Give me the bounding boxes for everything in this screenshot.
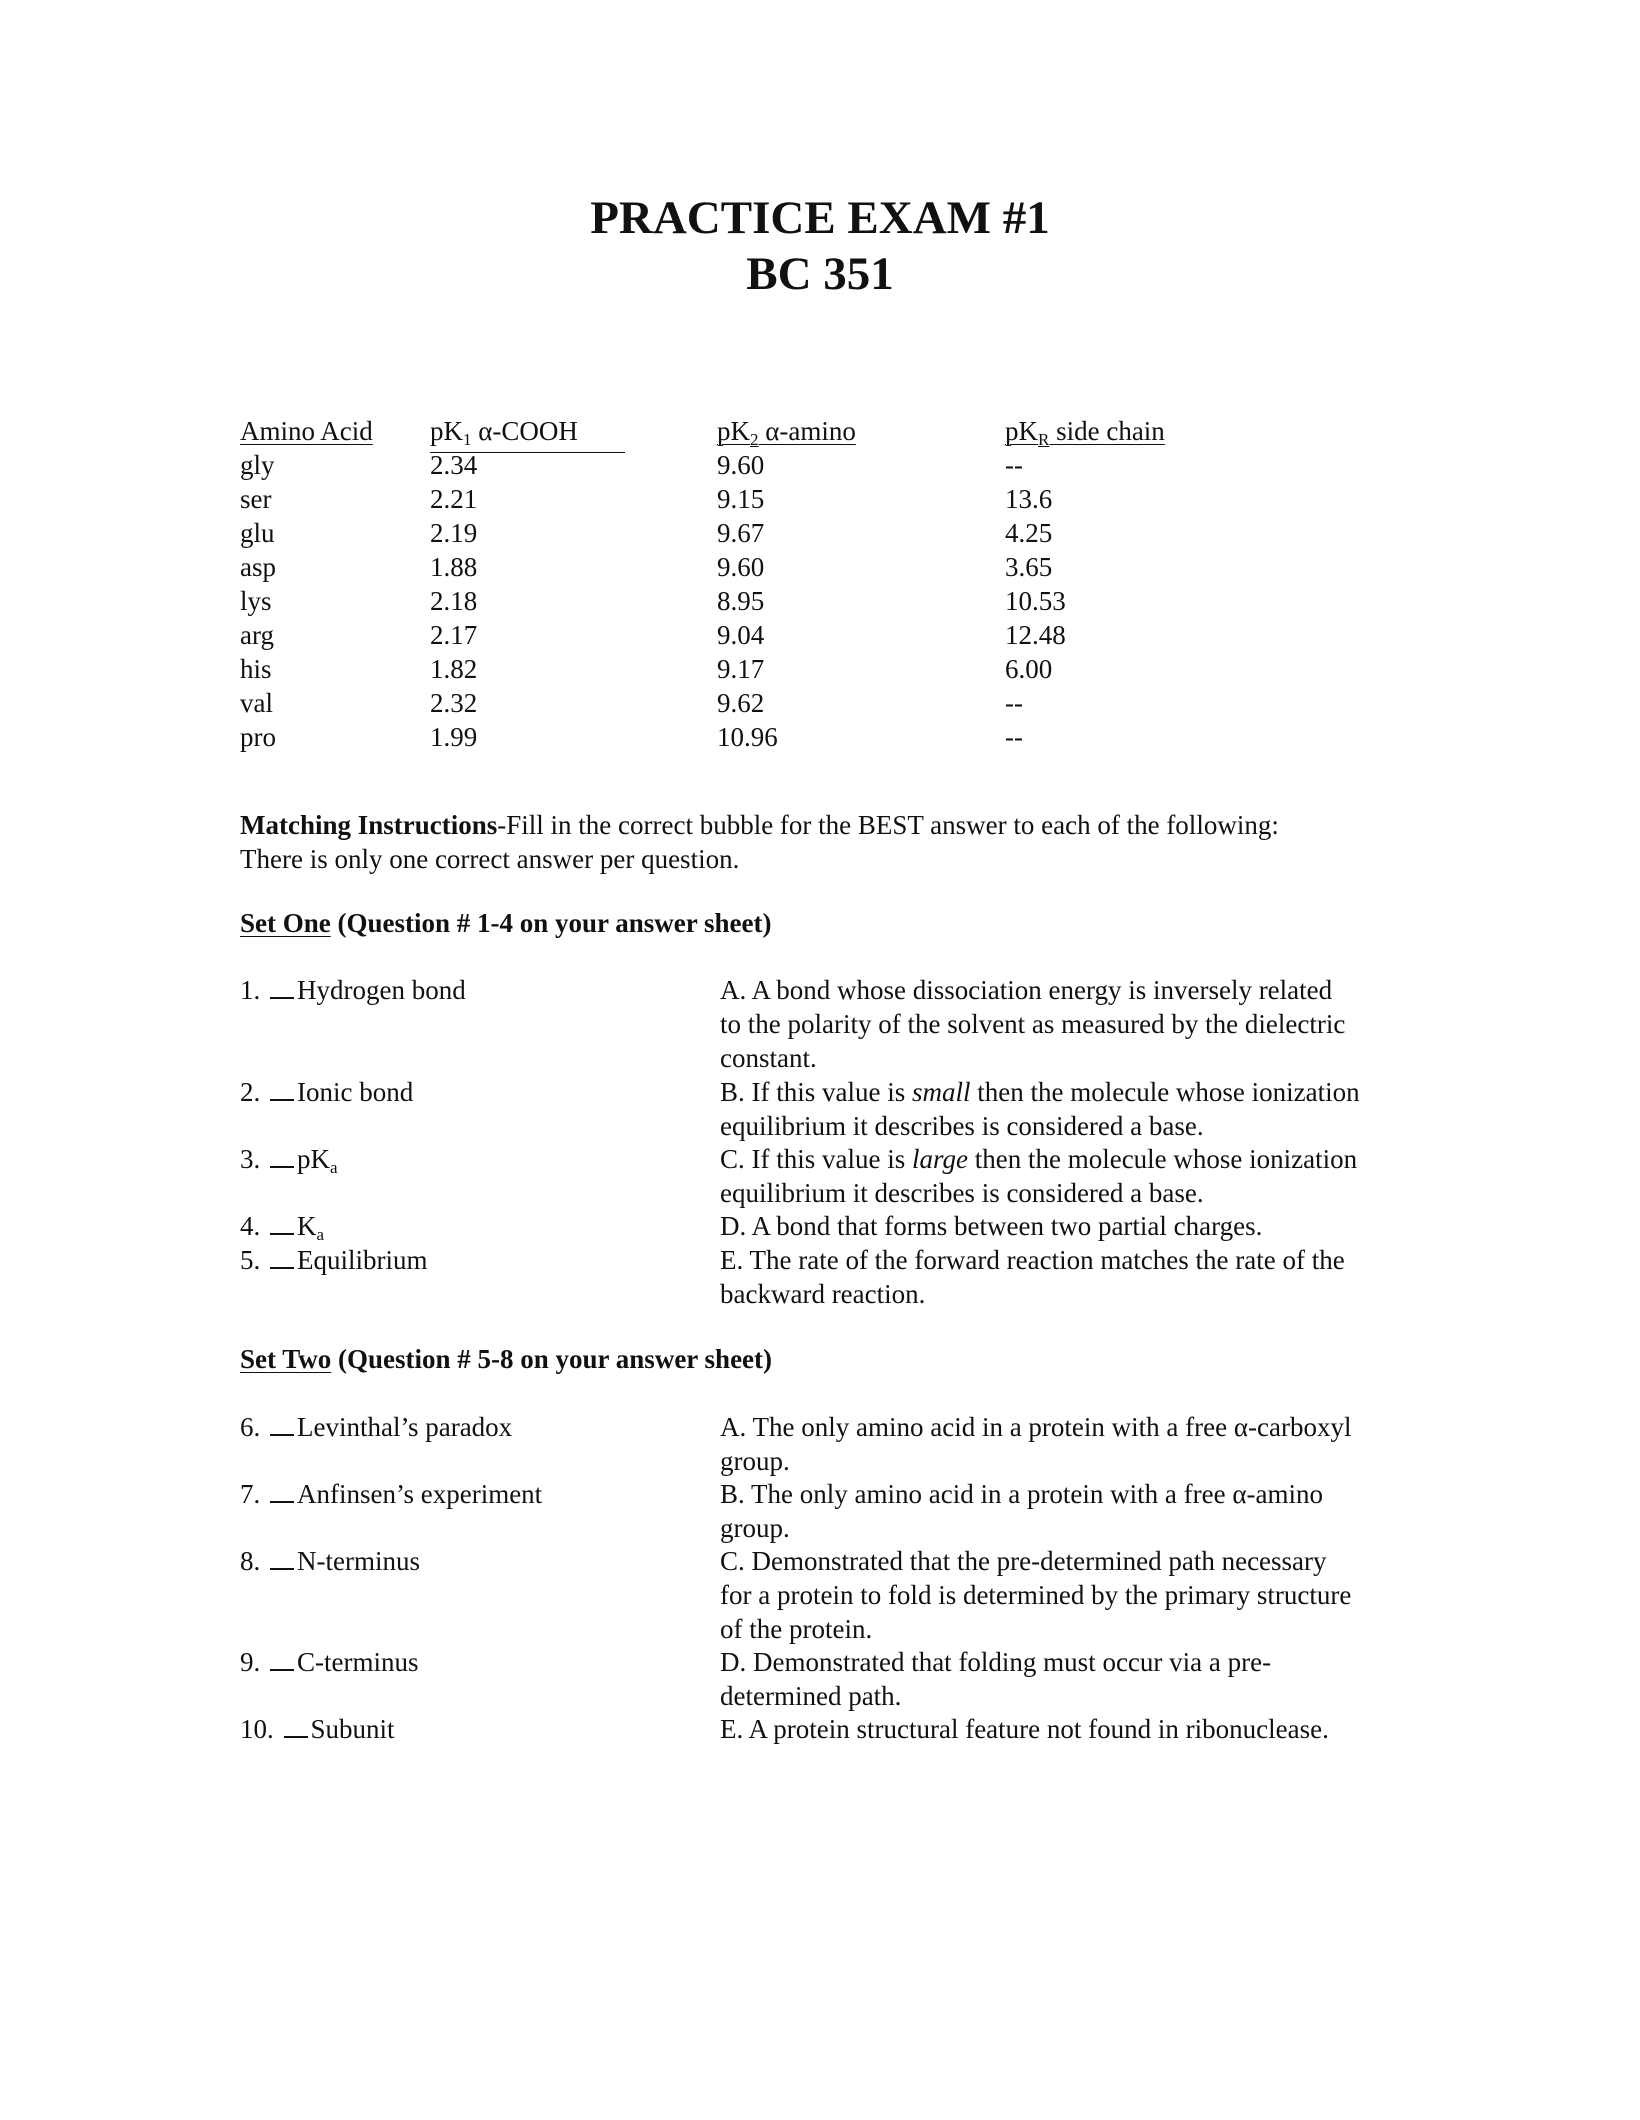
course-code: BC 351 — [746, 248, 894, 300]
cell-amino-acid: glu — [240, 518, 275, 548]
cell-pkr: 12.48 — [1005, 620, 1066, 650]
question-1: 1. Hydrogen bond — [240, 975, 466, 1005]
cell-pk2: 9.17 — [717, 654, 765, 684]
instructions-line1: Matching Instructions-Fill in the correct bubble for the BEST answer to each of the following: — [240, 810, 1279, 840]
set1-answer-e: E. The rate of the forward reaction matches the rate of the backward reaction. — [720, 1245, 1345, 1309]
cell-pk1: 1.82 — [430, 654, 478, 684]
cell-pkr: 4.25 — [1005, 518, 1053, 548]
set2-answer-d: D. Demonstrated that folding must occur via a pre- determined path. — [720, 1647, 1272, 1711]
cell-pk2: 9.60 — [717, 552, 765, 582]
table-row — [240, 584, 1240, 618]
set1-answer-c: C. If this value is large then the molecule whose ionization equilibrium it describes is considered a base. — [720, 1144, 1358, 1208]
set-two-heading: Set Two (Question # 5-8 on your answer sheet) — [240, 1344, 773, 1374]
table-row — [240, 482, 1240, 516]
cell-pk2: 8.95 — [717, 586, 765, 616]
cell-pk1: 2.19 — [430, 518, 478, 548]
set2-answer-e: E. A protein structural feature not found in ribonuclease. — [720, 1714, 1329, 1744]
table-row — [240, 652, 1240, 686]
set2-answer-c: C. Demonstrated that the pre-determined path necessary for a protein to fold is determined by the primary structure of the protein. — [720, 1546, 1352, 1644]
question-2: 2. Ionic bond — [240, 1077, 414, 1107]
question-9: 9. C-terminus — [240, 1647, 419, 1677]
question-6: 6. Levinthal’s paradox — [240, 1412, 513, 1442]
pk-table-body — [240, 448, 1240, 754]
cell-pk2: 9.04 — [717, 620, 765, 650]
cell-pk2: 9.15 — [717, 484, 765, 514]
exam-title: PRACTICE EXAM #1 — [590, 192, 1050, 244]
question-8: 8. N-terminus — [240, 1546, 420, 1576]
cell-amino-acid: ser — [240, 484, 272, 514]
table-row — [240, 686, 1240, 720]
set1-answer-b: B. If this value is small then the molecule whose ionization equilibrium it describes is considered a base. — [720, 1077, 1360, 1141]
header-pk2: $pK_2$ α-amino — [717, 416, 856, 449]
cell-amino-acid: gly — [240, 450, 275, 480]
set1-answer-d: D. A bond that forms between two partial charges. — [720, 1211, 1263, 1241]
question-10: 10. Subunit — [240, 1714, 395, 1744]
header-amino-acid: Amino Acid — [240, 416, 373, 446]
cell-pk2: 9.62 — [717, 688, 765, 718]
cell-pk1: 2.21 — [430, 484, 478, 514]
set-one-heading: Set One (Question # 1-4 on your answer sheet) — [240, 908, 772, 938]
cell-pk1: 1.99 — [430, 722, 478, 752]
cell-pk1: 2.17 — [430, 620, 478, 650]
table-row — [240, 550, 1240, 584]
table-row — [240, 720, 1240, 754]
cell-pkr: 13.6 — [1005, 484, 1053, 514]
question-4: 4. $K_a$ — [240, 1211, 325, 1244]
cell-amino-acid: asp — [240, 552, 276, 582]
pk-table — [240, 414, 1240, 754]
cell-pkr: 10.53 — [1005, 586, 1066, 616]
instructions-line2: There is only one correct answer per question. — [240, 844, 740, 874]
cell-pk1: 1.88 — [430, 552, 478, 582]
table-row — [240, 516, 1240, 550]
set2-answer-a: A. The only amino acid in a protein with a free α-carboxyl group. — [720, 1412, 1352, 1476]
cell-pk1: 2.18 — [430, 586, 478, 616]
cell-pk1: 2.34 — [430, 450, 478, 480]
header-pkr: $pK_R$ side chain — [1005, 416, 1165, 449]
cell-amino-acid: lys — [240, 586, 272, 616]
cell-amino-acid: arg — [240, 620, 274, 650]
cell-pkr: 3.65 — [1005, 552, 1053, 582]
header-pk1: $pK_1$ α-COOH — [430, 414, 625, 453]
table-row — [240, 448, 1240, 482]
set1-answer-a: A. A bond whose dissociation energy is inversely related to the polarity of the solvent as measured by the dielectric constant. — [720, 975, 1346, 1073]
cell-pkr: -- — [1005, 450, 1023, 480]
question-7: 7. Anfinsen’s experiment — [240, 1479, 543, 1509]
cell-amino-acid: val — [240, 688, 273, 718]
cell-pk2: 9.60 — [717, 450, 765, 480]
cell-pkr: 6.00 — [1005, 654, 1053, 684]
question-3: 3. $pK_a$ — [240, 1144, 338, 1177]
cell-pk1: 2.32 — [430, 688, 478, 718]
set2-answer-b: B. The only amino acid in a protein with a free α-amino group. — [720, 1479, 1323, 1543]
cell-pk2: 10.96 — [717, 722, 778, 752]
pk-table-header — [240, 414, 1240, 448]
cell-pkr: -- — [1005, 688, 1023, 718]
cell-amino-acid: his — [240, 654, 272, 684]
cell-amino-acid: pro — [240, 722, 276, 752]
cell-pk2: 9.67 — [717, 518, 765, 548]
table-row — [240, 618, 1240, 652]
question-5: 5. Equilibrium — [240, 1245, 428, 1275]
cell-pkr: -- — [1005, 722, 1023, 752]
